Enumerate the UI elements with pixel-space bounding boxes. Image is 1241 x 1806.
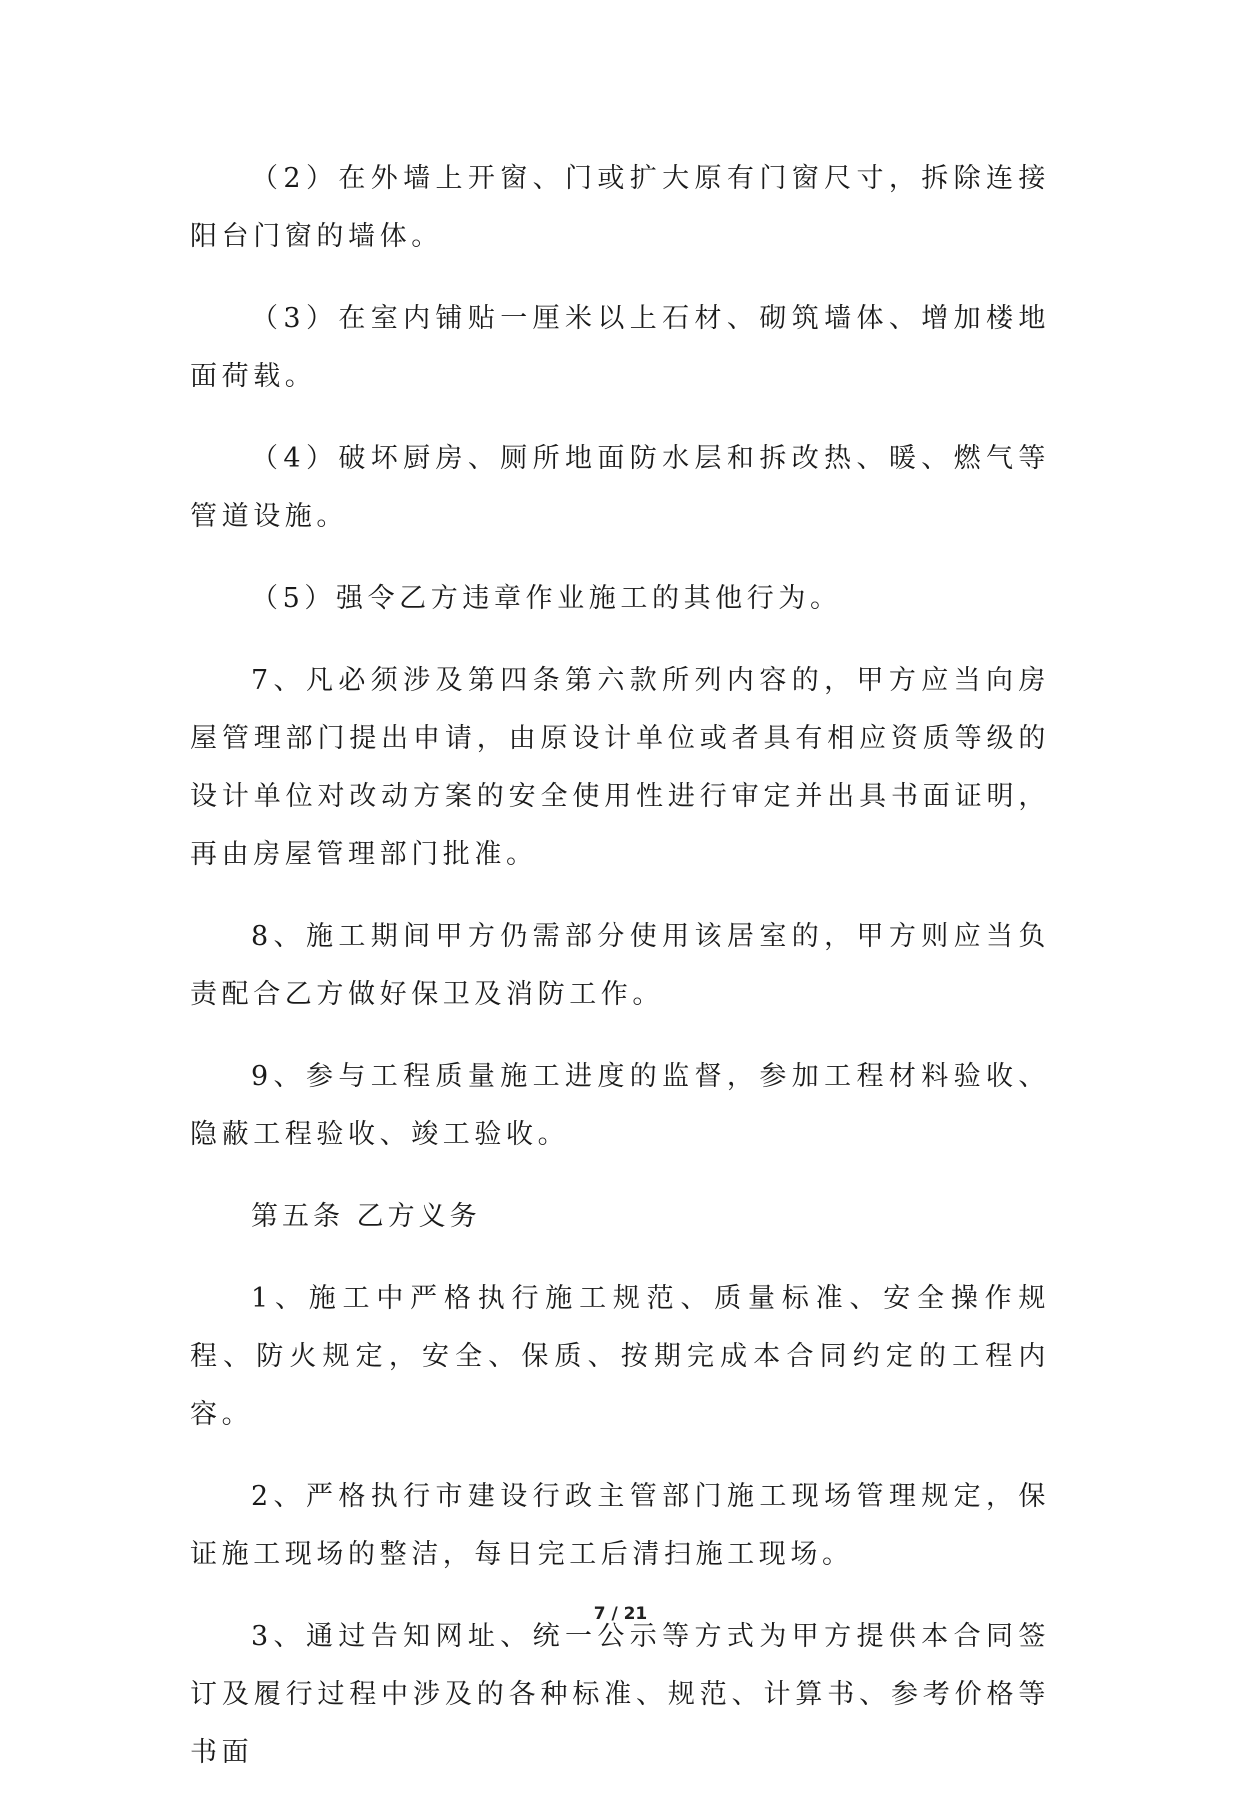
clause-9: 9、参与工程质量施工进度的监督，参加工程材料验收、隐蔽工程验收、竣工验收。: [190, 1061, 1050, 1150]
obligation-3: 3、通过告知网址、统一公示等方式为甲方提供本合同签订及履行过程中涉及的各种标准、规范、计算书、参考价格等书面: [190, 1621, 1050, 1768]
section-heading: 第五条 乙方义务: [251, 1201, 481, 1232]
clause-7: 7、凡必须涉及第四条第六款所列内容的，甲方应当向房屋管理部门提出申请，由原设计单位或者具有相应资质等级的设计单位对改动方案的安全使用性进行审定并出具书面证明，再由房屋管理部门批准。: [190, 665, 1050, 870]
clause-item-4: （4）破坏厨房、厕所地面防水层和拆改热、暖、燃气等管道设施。: [190, 443, 1050, 532]
clause-item-2: （2）在外墙上开窗、门或扩大原有门窗尺寸，拆除连接阳台门窗的墙体。: [190, 163, 1050, 252]
obligation-1: 1、施工中严格执行施工规范、质量标准、安全操作规程、防火规定，安全、保质、按期完成本合同约定的工程内容。: [190, 1283, 1050, 1430]
document-body: [190, 150, 1050, 1806]
page-number: 7 / 21: [593, 1604, 648, 1624]
clause-8: 8、施工期间甲方仍需部分使用该居室的，甲方则应当负责配合乙方做好保卫及消防工作。: [190, 921, 1050, 1010]
clause-item-5: （5）强令乙方违章作业施工的其他行为。: [251, 583, 842, 614]
clause-item-3: （3）在室内铺贴一厘米以上石材、砌筑墙体、增加楼地面荷载。: [190, 303, 1050, 392]
obligation-2: 2、严格执行市建设行政主管部门施工现场管理规定，保证施工现场的整洁，每日完工后清扫施工现场。: [190, 1481, 1050, 1570]
